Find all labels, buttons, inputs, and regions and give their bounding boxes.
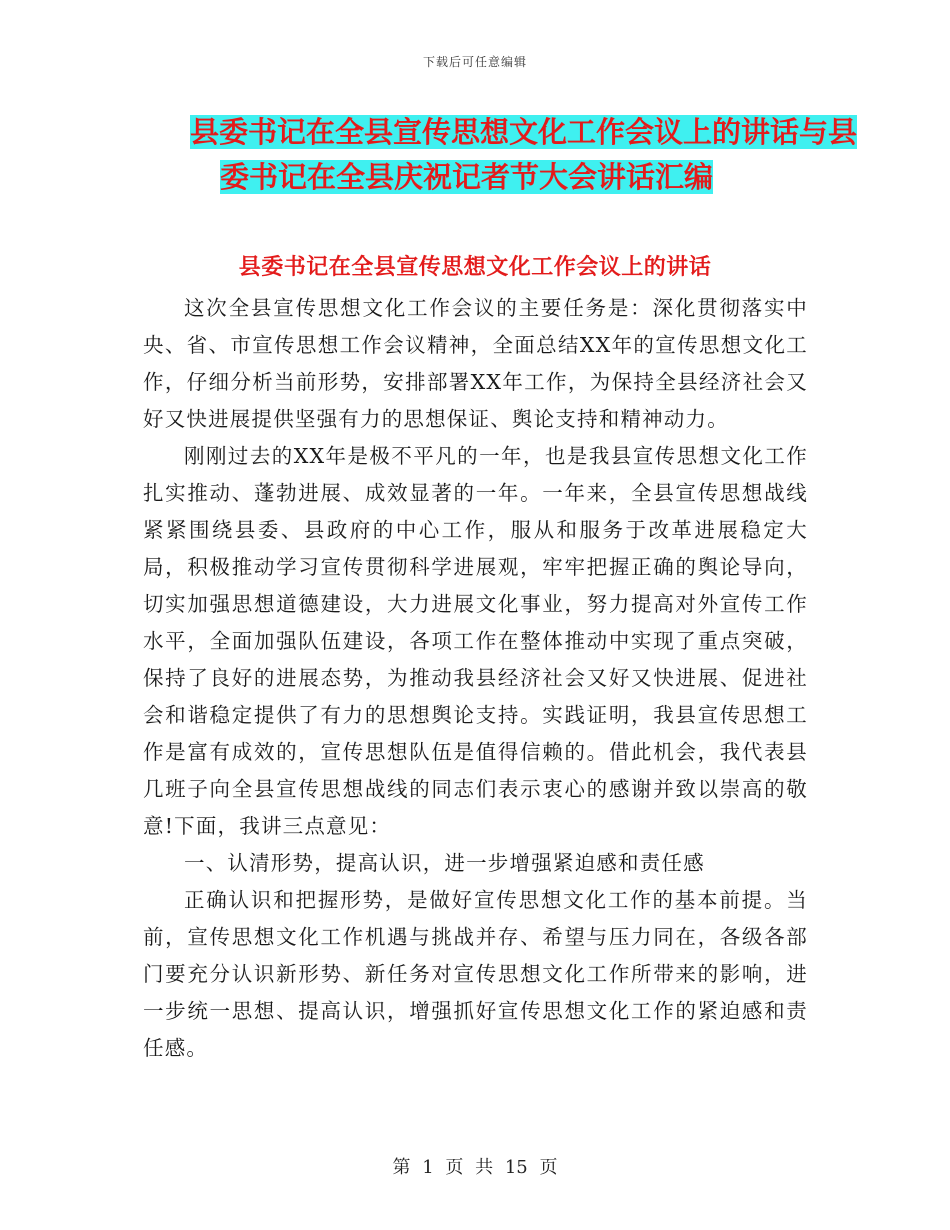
document-body	[143, 290, 808, 1067]
paragraph: 这次全县宣传思想文化工作会议的主要任务是：深化贯彻落实中央、省、市宣传思想工作会议精神，全面总结XX年的宣传思想文化工作，仔细分析当前形势，安排部署XX年工作，为保持全县经济社会又好又快进展提供坚强有力的思想保证、舆论支持和精神动力。	[143, 296, 808, 431]
section-heading: 一、认清形势，提高认识，进一步增强紧迫感和责任感	[184, 851, 705, 875]
paragraph: 刚刚过去的XX年是极不平凡的一年，也是我县宣传思想文化工作扎实推动、蓬勃进展、成效显著的一年。一年来，全县宣传思想战线紧紧围绕县委、县政府的中心工作，服从和服务于改革进展稳定大局，积极推动学习宣传贯彻科学进展观，牢牢把握正确的舆论导向，切实加强思想道德建设，大力进展文化事业，努力提高对外宣传工作水平，全面加强队伍建设，各项工作在整体推动中实现了重点突破，保持了良好的进展态势，为推动我县经济社会又好又快进展、促进社会和谐稳定提供了有力的思想舆论支持。实践证明，我县宣传思想工作是富有成效的，宣传思想队伍是值得信赖的。借此机会，我代表县几班子向全县宣传思想战线的同志们表示衷心的感谢并致以崇高的敬意!下面，我讲三点意见：	[143, 444, 808, 838]
header-note: 下载后可任意编辑	[422, 55, 527, 69]
title-line-1: 县委书记在全县宣传思想文化工作会议上的讲话与县	[190, 115, 858, 149]
paragraph: 正确认识和把握形势，是做好宣传思想文化工作的基本前提。当前，宣传思想文化工作机遇与挑战并存、希望与压力同在，各级各部门要充分认识新形势、新任务对宣传思想文化工作所带来的影响，进一步统一思想、提高认识，增强抓好宣传思想文化工作的紧迫感和责任感。	[143, 888, 808, 1060]
page-footer: 第 1 页 共 15 页	[392, 1157, 558, 1178]
section-title: 县委书记在全县宣传思想文化工作会议上的讲话	[238, 255, 712, 280]
document-title	[190, 110, 858, 200]
title-line-2: 委书记在全县庆祝记者节大会讲话汇编	[220, 160, 714, 194]
